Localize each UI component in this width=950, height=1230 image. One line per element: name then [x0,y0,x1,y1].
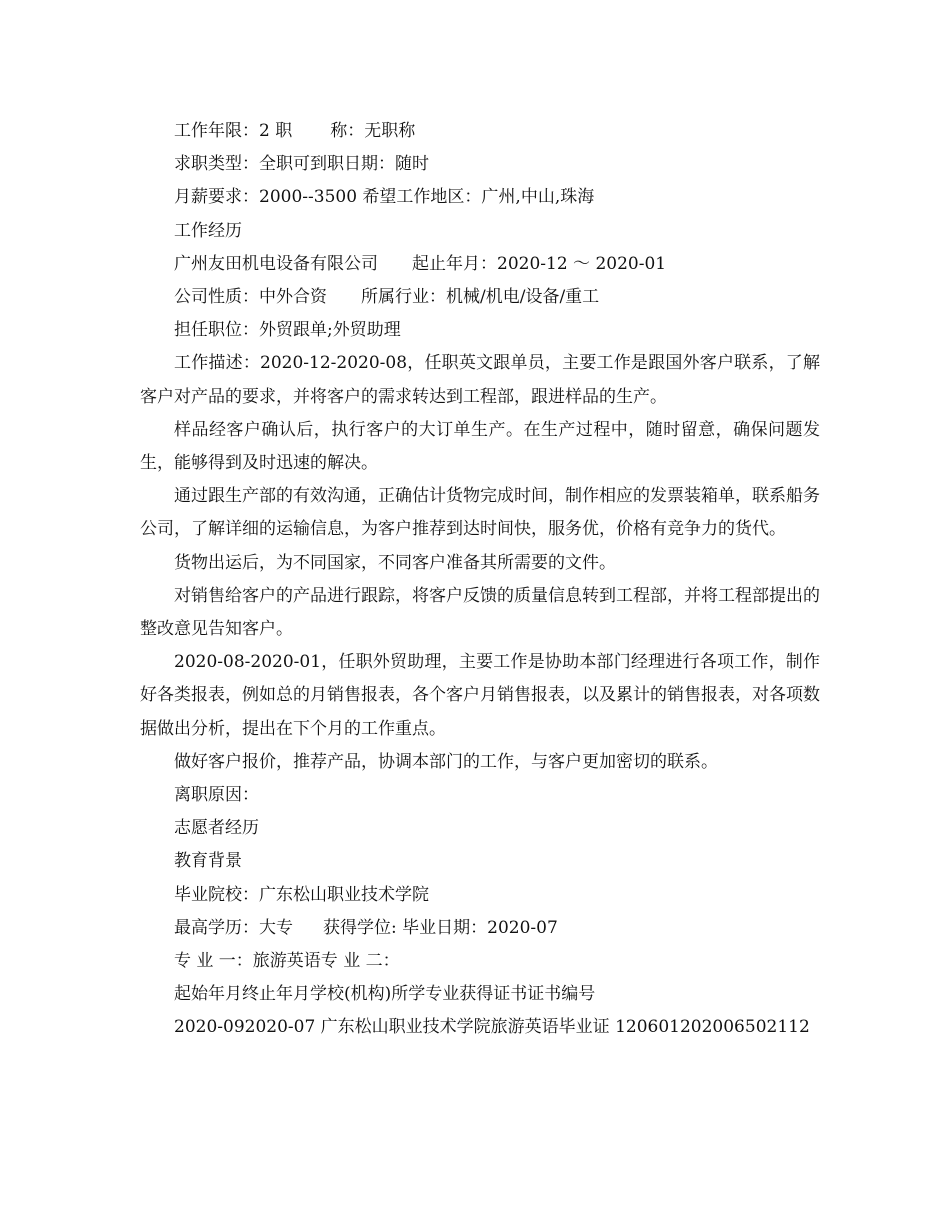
degree-row [140,912,820,945]
company-industry: 所属行业：机械/机电/设备/重工 [361,286,600,307]
education-heading: 教育背景 [174,851,242,872]
company-nature: 公司性质：中外合资 [174,286,327,307]
company-nature-row [140,281,820,314]
school-row: 毕业院校：广东松山职业技术学院 [174,884,429,905]
salary-row: 月薪要求：2000--3500 希望工作地区：广州,中山,珠海 [174,187,595,208]
volunteer-heading: 志愿者经历 [174,818,259,839]
job-type-row: 求职类型：全职可到职日期：随时 [174,154,429,175]
position-row: 担任职位：外贸跟单;外贸助理 [174,320,401,341]
job-description-paragraph: 做好客户报价，推荐产品，协调本部门的工作，与客户更加密切的联系。 [174,751,718,772]
job-description-paragraph: 货物出运后，为不同国家，不同客户准备其所需要的文件。 [174,552,616,573]
job-description-paragraph: 通过跟生产部的有效沟通，正确估计货物完成时间，制作相应的发票装箱单，联系船务公司，了解详细的运输信息，为客户推荐到达时间快，服务优，价格有竞争力的货代。 [140,486,820,540]
company-name: 广州友田机电设备有限公司 [174,253,378,274]
major-row: 专 业 一：旅游英语专 业 二： [174,950,400,971]
leave-reason-row: 离职原因： [174,784,259,805]
degree-level: 最高学历：大专 [174,917,293,938]
education-table-row: 2020-092020-07 广东松山职业技术学院旅游英语毕业证 120601202006502112 [174,1017,810,1038]
resume-content [140,115,820,1044]
degree-and-graduation: 获得学位: 毕业日期：2020-07 [323,917,558,938]
job-description-paragraph: 对销售给客户的产品进行跟踪，将客户反馈的质量信息转到工程部，并将工程部提出的整改意见告知客户。 [140,585,820,639]
company-row [140,248,820,281]
work-experience-heading: 工作经历 [174,220,242,241]
work-years-row [140,115,820,148]
education-table-header: 起始年月终止年月学校(机构)所学专业获得证书证书编号 [174,984,596,1005]
job-description-paragraph: 样品经客户确认后，执行客户的大订单生产。在生产过程中，随时留意，确保问题发生，能够得到及时迅速的解决。 [140,419,820,473]
job-description-paragraph: 2020-08-2020-01，任职外贸助理，主要工作是协助本部门经理进行各项工作，制作好各类报表，例如总的月销售报表，各个客户月销售报表，以及累计的销售报表，对各项数据做出分析，提出在下个月的工作重点。 [140,652,820,739]
title-text: 称：无职称 [330,121,416,141]
work-years-text: 工作年限：2 职 [174,121,293,141]
employment-period: 起止年月：2020-12 ～ 2020-01 [412,253,667,274]
job-description-paragraph: 工作描述：2020-12-2020-08，任职英文跟单员，主要工作是跟国外客户联系，了解客户对产品的要求，并将客户的需求转达到工程部，跟进样品的生产。 [140,353,820,407]
